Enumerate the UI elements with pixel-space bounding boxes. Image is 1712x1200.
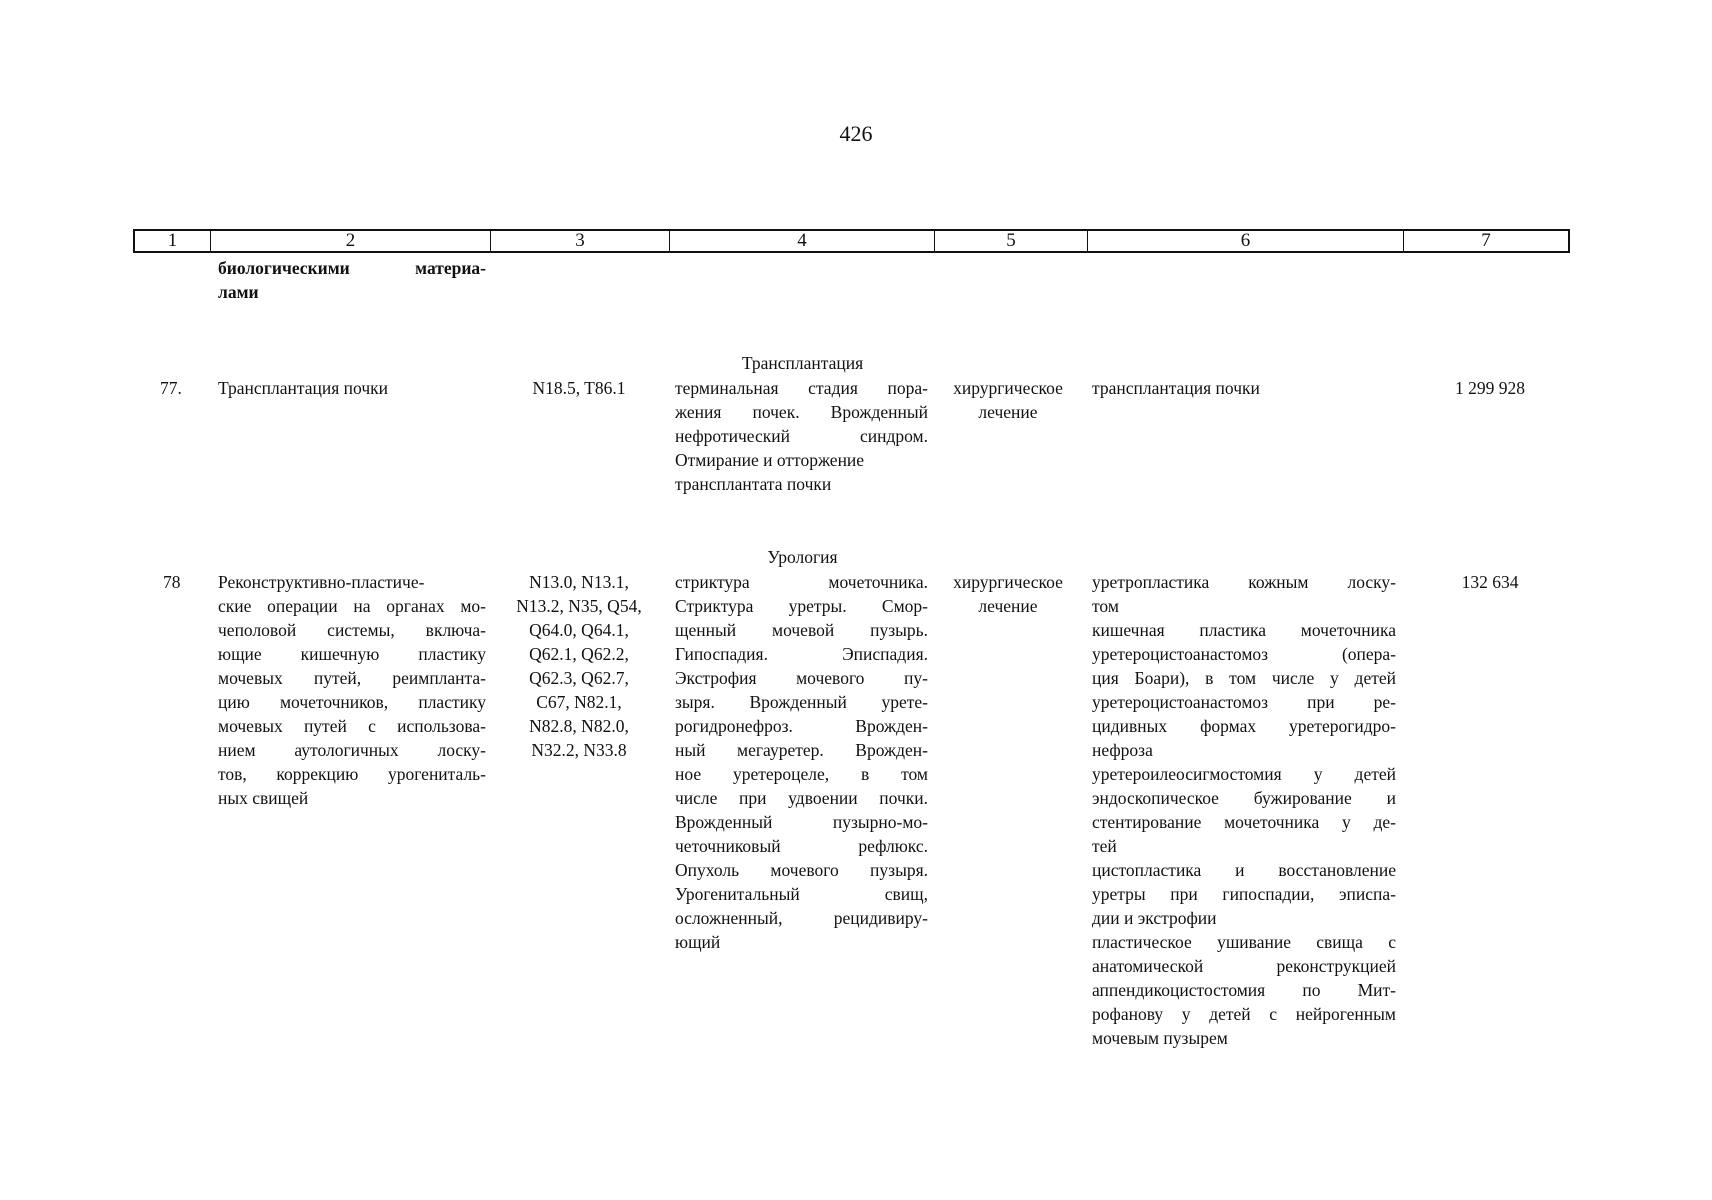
text-line: ющие кишечную пластику (218, 644, 486, 664)
text-line: жения почек. Врожденный (675, 402, 928, 422)
text-line: лечение (978, 596, 1038, 616)
text-line: пластическое ушивание свища с (1092, 932, 1396, 952)
row77-treatment (938, 376, 1078, 424)
text-line: ный мегауретер. Врожден- (675, 740, 928, 760)
text-line: тов, коррекцию урогениталь- (218, 764, 486, 784)
text-line: лечение (978, 402, 1038, 422)
text-line: N13.2, N35, Q54, (516, 596, 642, 616)
text-line: биологическими материа- (218, 258, 486, 278)
text-line: чеполовой системы, включа- (218, 620, 486, 640)
text-line: том (1092, 596, 1119, 616)
table-header-row (133, 229, 1570, 253)
text-line: Опухоль мочевого пузыря. (675, 860, 928, 880)
header-col-1: 1 (135, 231, 211, 251)
text-line: Отмирание и отторжение (675, 450, 865, 470)
row78-cost: 132 634 (1461, 572, 1519, 592)
text-line: ное уретероцеле, в том (675, 764, 928, 784)
text-line: нефротический синдром. (675, 426, 928, 446)
text-line: цистопластика и восстановление (1092, 860, 1396, 880)
text-line: мочевых путей, реимпланта- (218, 668, 486, 688)
text-line: дии и экстрофии (1092, 908, 1217, 928)
text-line: N82.8, N82.0, (529, 716, 629, 736)
text-line: нием аутологичных лоску- (218, 740, 486, 760)
text-line: терминальная стадия пора- (675, 378, 928, 398)
text-line: уретероцистоанастомоз (опера- (1092, 644, 1396, 664)
text-line: уретры при гипоспадии, эписпа- (1092, 884, 1396, 904)
continuation-col2 (218, 256, 486, 304)
text-line: трансплантация почки (1092, 378, 1260, 398)
header-col-7: 7 (1481, 230, 1491, 251)
text-line: числе при удвоении почки. (675, 788, 928, 808)
text-line: тей (1092, 836, 1117, 856)
text-line: ция Боари), в том числе у детей (1092, 668, 1396, 688)
text-line: аппендикоцистостомия по Мит- (1092, 980, 1396, 1000)
row78-condition (675, 570, 928, 954)
row77-condition (675, 376, 928, 496)
text-line: осложненный, рецидивиру- (675, 908, 928, 928)
header-col-2: 2 (211, 231, 491, 251)
text-line: N32.2, N33.8 (531, 740, 627, 760)
text-line: лами (218, 282, 259, 302)
header-col-5: 5 (935, 231, 1088, 251)
text-line: эндоскопическое бужирование и (1092, 788, 1396, 808)
row78-codes (493, 570, 665, 762)
text-line: рогидронефроз. Врожден- (675, 716, 928, 736)
text-line: мочевым пузырем (1092, 1028, 1228, 1048)
row78-treatment (938, 570, 1078, 618)
row77-method (1092, 376, 1396, 400)
text-line: хирургическое (953, 572, 1063, 592)
text-line: цидивных формах уретерогидро- (1092, 716, 1396, 736)
header-col-4: 4 (670, 231, 935, 251)
row77-number: 77. (160, 378, 182, 398)
text-line: Урогенитальный свищ, (675, 884, 928, 904)
page-number: 426 (839, 121, 873, 146)
text-line: Q62.3, Q62.7, (529, 668, 629, 688)
text-line: ющий (675, 932, 721, 952)
text-line: щенный мочевой пузырь. (675, 620, 928, 640)
text-line: Q62.1, Q62.2, (529, 644, 629, 664)
text-line: C67, N82.1, (536, 692, 622, 712)
row78-method (1092, 570, 1396, 1050)
text-line: кишечная пластика мочеточника (1092, 620, 1396, 640)
text-line: стриктура мочеточника. (675, 572, 928, 592)
text-line: Врожденный пузырно-мо- (675, 812, 928, 832)
section-heading-urology: Урология (767, 547, 838, 567)
text-line: Экстрофия мочевого пу- (675, 668, 928, 688)
text-line: ские операции на органах мо- (218, 596, 486, 616)
row78-name (218, 570, 486, 810)
text-line: цию мочеточников, пластику (218, 692, 486, 712)
header-col-6: 6 (1088, 231, 1404, 251)
text-line: зыря. Врожденный урете- (675, 692, 928, 712)
row77-codes: N18.5, T86.1 (532, 378, 626, 398)
text-line: трансплантата почки (675, 474, 832, 494)
text-line: N13.0, N13.1, (529, 572, 629, 592)
text-line: стентирование мочеточника у де- (1092, 812, 1396, 832)
row77-name: Трансплантация почки (218, 378, 389, 398)
text-line: уретероилеосигмостомия у детей (1092, 764, 1396, 784)
text-line: уретропластика кожным лоску- (1092, 572, 1396, 592)
text-line: четочниковый рефлюкс. (675, 836, 928, 856)
text-line: мочевых путей с использова- (218, 716, 486, 736)
row78-number: 78 (163, 572, 181, 592)
text-line: Реконструктивно-пластиче- (218, 572, 425, 592)
text-line: Q64.0, Q64.1, (529, 620, 629, 640)
text-line: ных свищей (218, 788, 309, 808)
text-line: рофанову у детей с нейрогенным (1092, 1004, 1396, 1024)
header-col-3: 3 (491, 231, 670, 251)
text-line: нефроза (1092, 740, 1153, 760)
text-line: Стриктура уретры. Смор- (675, 596, 928, 616)
text-line: уретероцистоанастомоз при ре- (1092, 692, 1396, 712)
text-line: хирургическое (953, 378, 1063, 398)
text-line: анатомической реконструкцией (1092, 956, 1396, 976)
text-line: Гипоспадия. Эписпадия. (675, 644, 928, 664)
section-heading-transplant: Трансплантация (741, 353, 864, 373)
row77-cost: 1 299 928 (1455, 378, 1525, 398)
